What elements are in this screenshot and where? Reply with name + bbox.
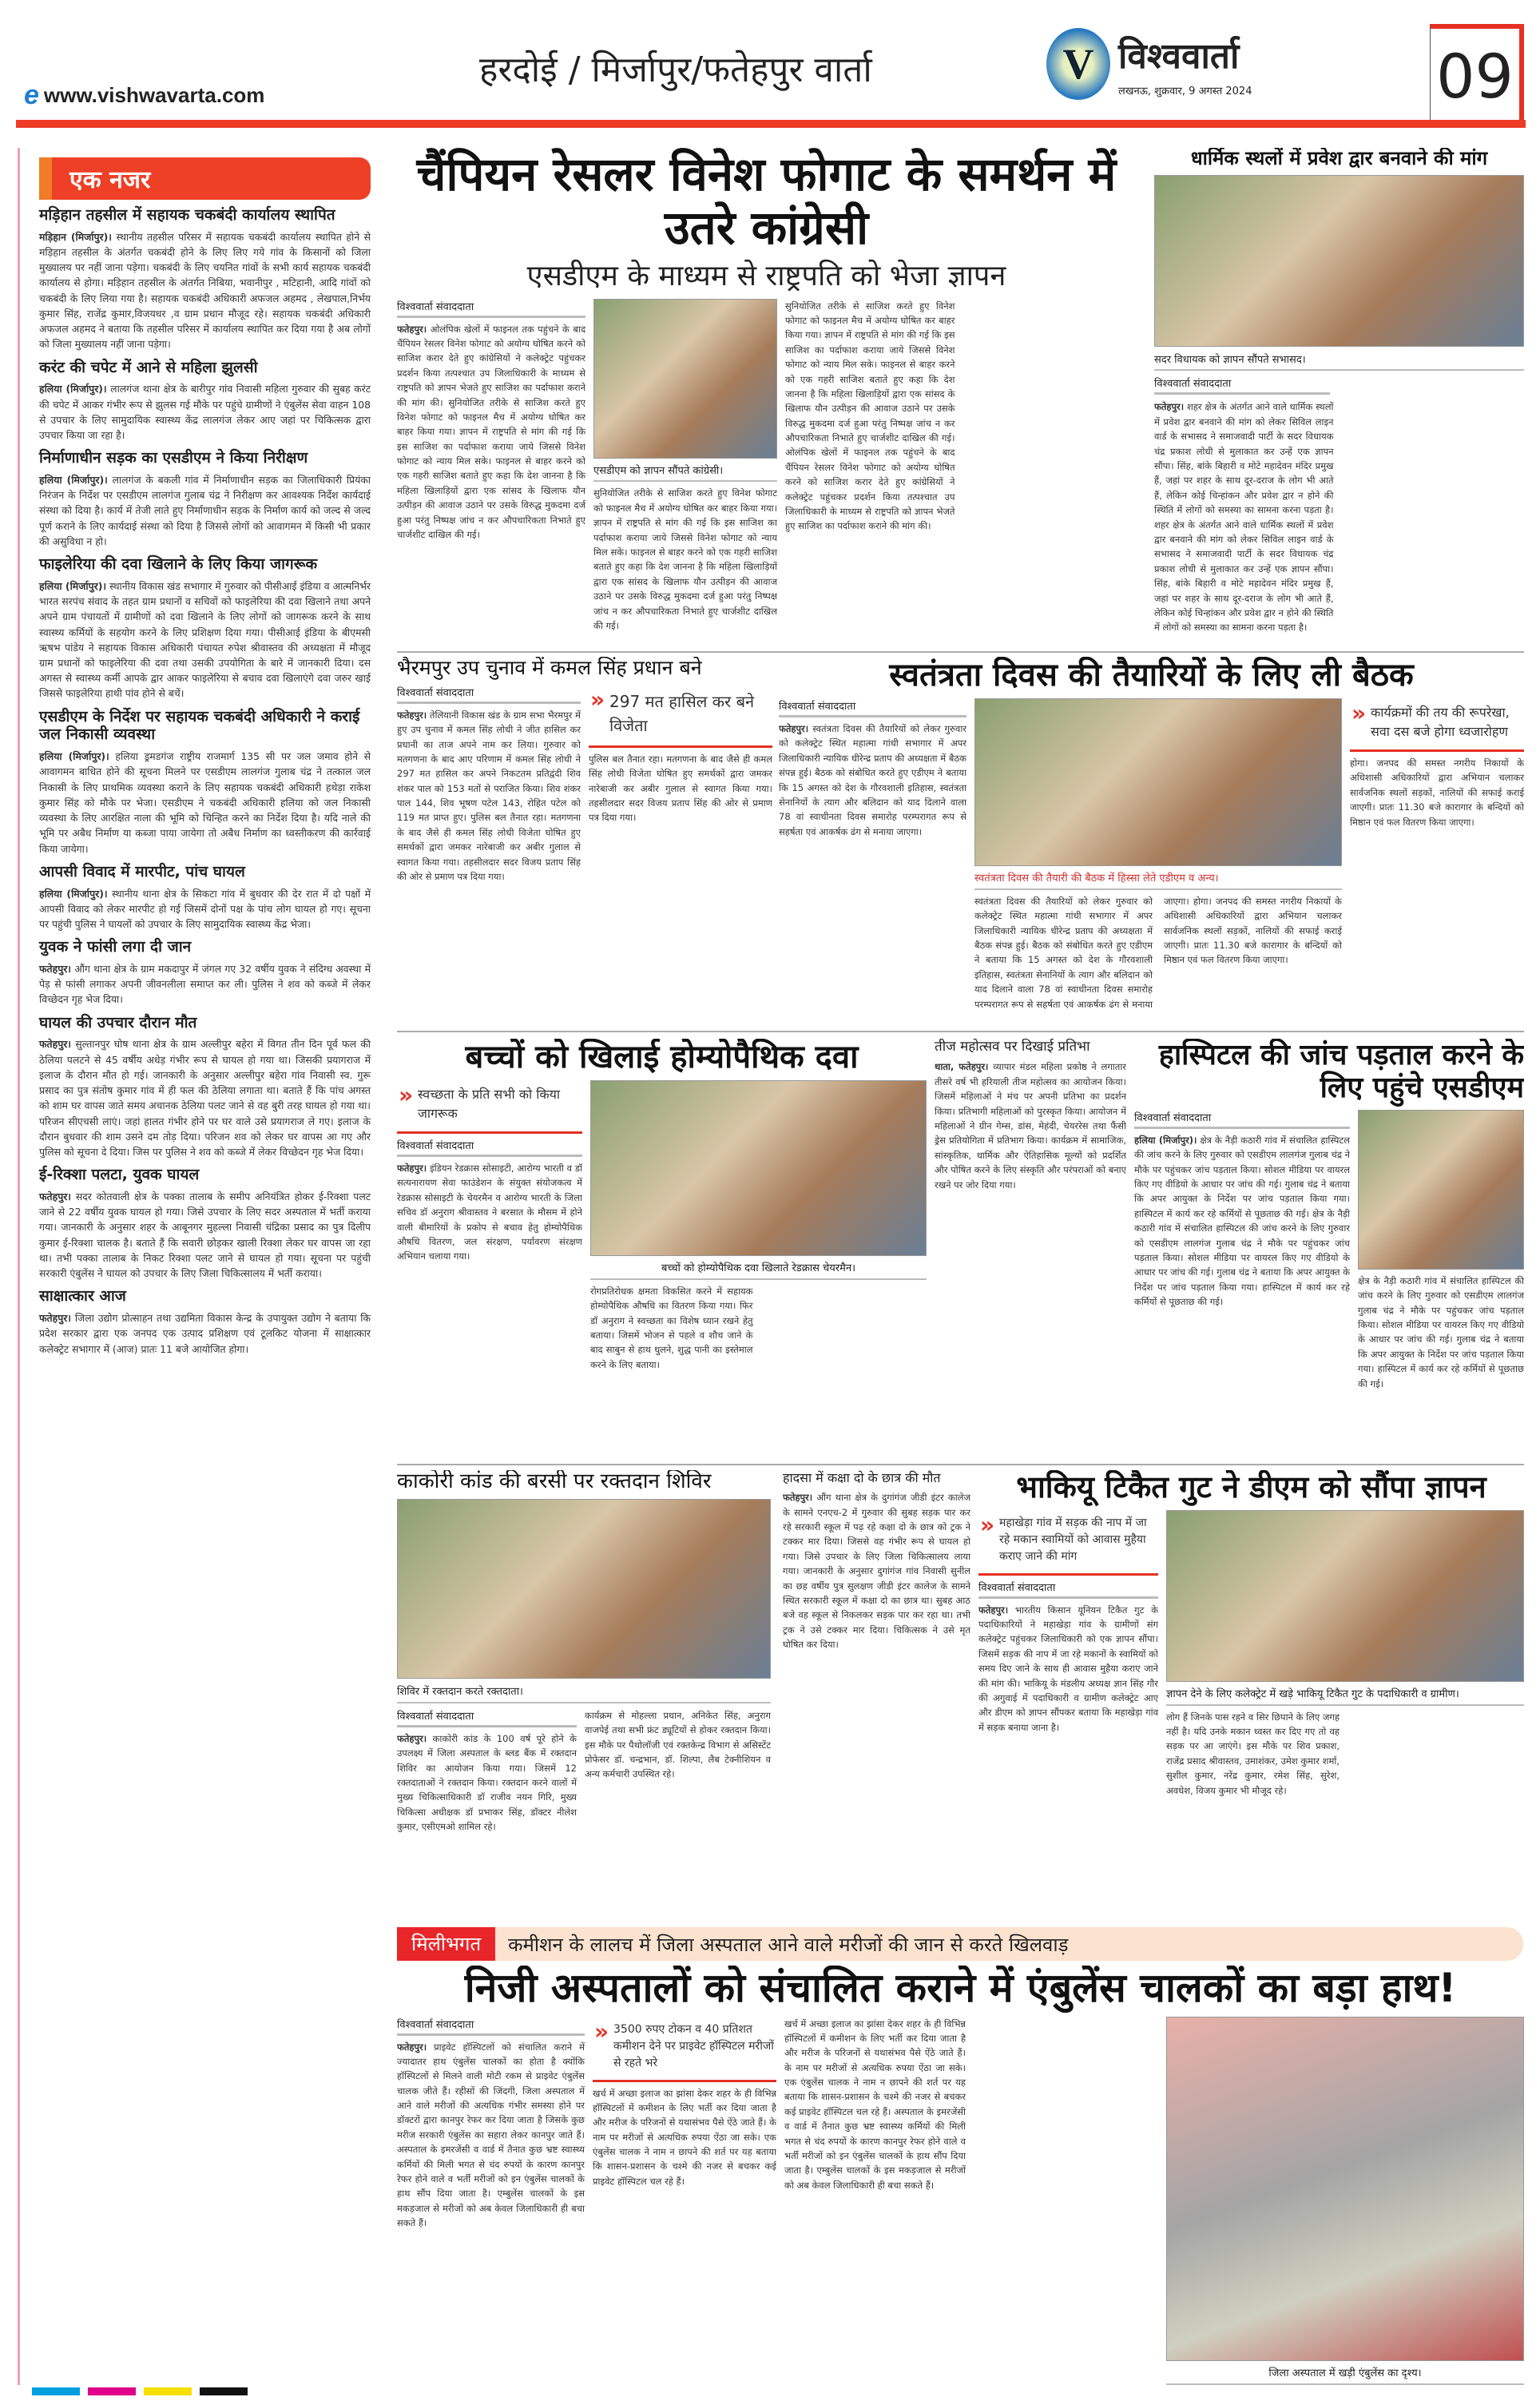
teej-story [935, 1039, 1126, 1458]
swatantrata-body [779, 721, 966, 1024]
brief-body [39, 749, 371, 857]
brief-headline: एसडीएम के निर्देश पर सहायक चकबंदी अधिकारी ने कराई जल निकासी व्यवस्था [39, 707, 360, 744]
bhakiyu-pullquote: » महाखेड़ा गांव में सड़क की नाप में जा रहे मकान स्वामियों को आवास मुहैया कराए जाने की मांग [978, 1510, 1158, 1576]
bhakiyu-body-2: लोग हैं जिनके पास रहने व सिर छिपाने के लिए जगह नहीं है। यदि उनके मकान ध्वस्त कर दिए गए तो वह सड़क पर आ जाएंगे। इस मौके पर शिव प्रकाश, राजेंद्र प्रसाद श्रीवास्तव, उमाशंकर, उमेश कुमार शर्मा, सुशील कुमार, नरेंद्र कुमार, रमेश सिंह, सुरेश, अवधेश, विजय कुमार भी मौजूद रहे। [1166, 1711, 1340, 1796]
dateline-place: हलिया (मिर्जापुर)। [39, 474, 108, 487]
kakori-story [397, 1470, 771, 1906]
body-text: प्राइवेट हॉस्पिटलों को संचालित कराने में ज्यादातर हाथ एंबुलेंस चालकों का होता है क्योंकि हॉस्पिटलों से मिलने वाली मोटी रकम से प्राइवेट एंबुलेंस चालक जीते हैं। रहीसों की जिंदगी, जिला अस्पताल में आने वाले मरीजों की अत्यधिक गंभीर समस्या होने पर डॉक्टरों द्वारा कानपुर रेफर कर दिया जाता है जिसके कुछ मरीज सरकारी एंबुलेंस का सहारा लेकर कानपुर जाते हैं। [397, 2041, 585, 2141]
dateline-place: फतेहपुर। [397, 1163, 427, 1174]
ambulance-body [397, 2040, 585, 2386]
registration-mark [88, 2387, 136, 2395]
lead-col1 [397, 299, 585, 647]
swatantrata-photo [974, 698, 1342, 866]
body-text: स्थानीय थाना क्षेत्र के सिकटा गांव में बुधवार की देर रात में दो पक्षों में आपसी विवाद को लेकर मारपीट हो गई जिसमें दोनों पक्ष के पांच लोग घायल हो गए। सूचना पर पहुंची पुलिस ने घायलों को उपचार के लिए सामुदायिक स्वास्थ्य केंद्र भेजा। [39, 887, 371, 931]
hadsa-headline: हादसा में कक्षा दो के छात्र की मौत [783, 1470, 941, 1485]
dharmik-headline: धार्मिक स्थलों में प्रवेश द्वार बनवाने की मांग [1190, 148, 1488, 169]
ambulance-pullquote: » 3500 रुपए टोकन व 40 प्रतिशत कमीशन देने पर प्राइवेट हॉस्पिटल मरीजों से रहते भरे [593, 2017, 776, 2082]
body-text: जिला उद्योग प्रोत्साहन तथा उद्यमिता विकास केन्द्र के उपायुक्त उद्योग ने बताया कि प्रदेश सरकार द्वारा एक जनपद एक उत्पाद प्रशिक्षण एवं टूलकिट योजना में साक्षात्कार कलेक्ट्रेट सभागार में (आज) प्रातः 11 बजे आयोजित होगा। [39, 1312, 371, 1355]
homeopathy-photo [590, 1080, 927, 1256]
dateline-place: फतेहपुर। [39, 1312, 71, 1325]
brief-body [39, 381, 371, 443]
bhakiyu-story [978, 1470, 1524, 1906]
browser-e-icon: e [24, 80, 39, 110]
dharmik-story [1154, 148, 1524, 647]
byline: विश्ववार्ता संवाददाता [397, 2017, 585, 2036]
dateline-place: फतेहपुर। [783, 1492, 813, 1504]
paper-name: विश्ववार्ता [1118, 36, 1240, 77]
bhairampur-story [397, 657, 772, 1024]
registration-mark [144, 2387, 192, 2395]
ambulance-caption: जिला अस्पताल में खड़ी एंबुलेंस का दृश्य। [1166, 2365, 1524, 2385]
body-text: अस्पताल के इमरजेंसी व वार्ड में तैनात कुछ भ्रष्ट स्वास्थ्य कर्मियों की मिली भगत से चंद रुपयों के कारण कानपुर रेफर होने वाले व भर्ती मरीजों को इन एंबुलेंस चालकों के हाथ सौंप दिया जाता है। एम्बुलेंस चालकों के इस मकड़जाल से मरीजों को अब केवल जिलाधिकारी ही बचा सकते हैं। [784, 2105, 966, 2191]
bhakiyu-col2 [1166, 1510, 1524, 1906]
section-title: हरदोई / मिर्जापुर/फतेहपुर वार्ता [479, 50, 872, 90]
homeopathy-col1 [397, 1080, 582, 1458]
hadsa-body [783, 1490, 970, 1906]
masthead-logo [1046, 28, 1252, 100]
kicker-text: कमीशन के लालच में जिला अस्पताल आने वाले मरीजों की जान से करते खिलवाड़ [508, 1933, 1069, 1956]
hospital-col1 [1134, 1110, 1350, 1458]
bhairampur-body-2: पुलिस बल तैनात रहा। मतगणना के बाद जैसे ही कमल सिंह लोधी विजेता घोषित हुए समर्थकों द्वारा जमकर नारेबाजी कर अबीर गुलाल से स्वागत किया गया। तहसीलदार सदर विजय प्रताप सिंह की ओर से प्रमाण पत्र दिया गया। [589, 753, 772, 824]
byline: विश्ववार्ता संवाददाता [397, 1708, 577, 1727]
ambulance-col3 [784, 2017, 1158, 2386]
body-text: सुनियोजित तरीके से साजिश करते हुए विनेश फोगाट को फाइनल मैच में अयोग्य घोषित कर बाहर किया गया। ज्ञापन में राष्ट्रपति से मांग की गई कि इस साजिश का पर्दाफाश कराया जाये जिससे विनेश फोगाट को न्याय मिल सके। फाइनल से बाहर करने को एक गहरी साजिश बताते हुए कहा कि देश जानना है कि महिला खिलाड़ियों द्वारा एक सांसद के खिलाफ यौन उत्पीड़न की आवाज उठाने पर उसके विरुद्ध मुकदमा दर्ज हुआ परंतु निष्पक्ष जांच न कर औपचारिकता निभाते हुए चार्जशीट दाखिल की गई। [785, 300, 955, 444]
kakori-col2 [585, 1708, 771, 1906]
registration-mark [32, 2387, 80, 2395]
kakori-headline: काकोरी कांड की बरसी पर रक्तदान शिविर [397, 1470, 712, 1493]
dateline-place: फतेहपुर। [397, 323, 427, 335]
brief-body [39, 578, 371, 702]
website-url[interactable] [24, 80, 264, 111]
brief-headline: साक्षात्कार आज [39, 1287, 126, 1306]
kicker-bar [397, 1927, 1523, 1961]
hadsa-story [783, 1470, 970, 1906]
body-text: अस्पताल के इमरजेंसी व वार्ड में तैनात कुछ भ्रष्ट स्वास्थ्य कर्मियों की मिली भगत से चंद रुपयों के कारण कानपुर रेफर होने वाले व भर्ती मरीजों को इन एंबुलेंस चालकों के हाथ सौंप दिया जाता है। एम्बुलेंस चालकों के इस मकड़जाल से मरीजों को अब केवल जिलाधिकारी ही बचा सकते हैं। [397, 2144, 585, 2229]
registration-mark [200, 2387, 248, 2395]
dateline-place: फतेहपुर। [1154, 401, 1185, 413]
body-text: लालगंज के बकली गांव में निर्माणाधीन सड़क का जिलाधिकारी प्रियंका निरंजन के निर्देश पर एसडीएम लालगंज गुलाब चंद्र ने निरीक्षण कर आवश्यक निर्देश कार्यदाई संस्था को दिया है। कार्य में तेजी लाते हुए निर्माणाधीन सड़क के निर्माण कार्य को जल्द से जल्द पूर्ण कराने के लिए कार्यदाई संस्था को दिया है जिससे लोगों को आवागमन में किसी भी प्रकार की असुविधा न हो। [39, 474, 371, 547]
brief-headline: घायल की उपचार दौरान मौत [39, 1013, 197, 1032]
brief-headline: आपसी विवाद में मारपीट, पांच घायल [39, 862, 245, 880]
dharmik-caption: सदर विधायक को ज्ञापन सौंपते सभासद। [1154, 352, 1524, 372]
ambulance-body-2: खर्च में अच्छा इलाज का झांसा देकर शहर के ही विभिन्न हॉस्पिटलों में कमीशन के लिए भर्ती कर दिया जाता है और मरीज के परिजनों से यथासंभव पैसे ऐंठे जाते हैं। के नाम पर मरीजों से अत्यधिक रुपया ऐंठा जा सके। एक एंबुलेंस चालक ने नाम न छापने की शर्त पर यह बताया कि शासन-प्रशासन के चश्मे की नजर से बचकर कई प्राइवेट हॉस्पिटल चल रहे हैं। [593, 2087, 776, 2187]
brief-headline: निर्माणाधीन सड़क का एसडीएम ने किया निरीक्षण [39, 449, 308, 467]
dateline-place: हलिया (मिर्जापुर)। [39, 887, 108, 900]
dateline-place: हलिया (मिर्जापुर)। [39, 579, 107, 592]
lead-body-2: सुनियोजित तरीके से साजिश करते हुए विनेश फोगाट को फाइनल मैच में अयोग्य घोषित कर बाहर किया गया। ज्ञापन में राष्ट्रपति से मांग की गई कि इस साजिश का पर्दाफाश कराया जाये जिससे विनेश फोगाट को न्याय मिल सके। फाइनल से बाहर करने को एक गहरी साजिश बताते हुए कहा कि देश जानना है कि महिला खिलाड़ियों द्वारा एक सांसद के खिलाफ यौन उत्पीड़न की आवाज उठाने पर उसके विरुद्ध मुकदमा दर्ज हुआ परंतु निष्पक्ष जांच न कर औपचारिकता निभाते हुए चार्जशीट दाखिल की गई। [593, 487, 777, 631]
ek-nazar-column [18, 148, 379, 2385]
body-text: स्वतंत्रता दिवस की तैयारियों को लेकर गुरुवार को कलेक्ट्रेट स्थित महात्मा गांधी सभागार में अपर जिलाधिकारी न्यायिक धीरेन्द्र प्रताप की अध्यक्षता में बैठक संपन्न हुई। बैठक को संबोधित करते हुए एडीएम ने बताया कि 15 अगस्त को देश के गौरवशाली इतिहास, स्वतंत्रता सेनानियों के त्याग और बलिदान को याद दिलाने वाला 78 वां स्वाधीनता दिवस समारोह परम्परागत रूप से सहर्षता एवं आकर्षक ढंग से मनाया जाएगा। [779, 723, 966, 837]
homeopathy-col2 [590, 1080, 927, 1458]
bhakiyu-caption: ज्ञापन देने के लिए कलेक्ट्रेट में खड़े भाकियू टिकैत गुट के पदाधिकारी व ग्रामीण। [1166, 1686, 1524, 1706]
ambulance-story [397, 1966, 1524, 2385]
ek-nazar-label: एक नजर [39, 157, 371, 200]
homeopathy-headline: बच्चों को खिलाई होम्योपैथिक दवा [465, 1039, 859, 1075]
divider [397, 1031, 1524, 1032]
byline: विश्ववार्ता संवाददाता [978, 1580, 1158, 1599]
brief-body [39, 1036, 371, 1159]
bhakiyu-photo [1166, 1510, 1524, 1682]
lead-col3 [785, 299, 1136, 647]
dateline-place: मड़िहान (मिर्जापुर)। [39, 230, 112, 243]
kakori-photo [397, 1499, 771, 1679]
dateline-place: हलिया (मिर्जापुर)। [1134, 1134, 1197, 1146]
divider [397, 651, 1524, 653]
hospital-photo [1358, 1110, 1524, 1270]
hospital-body [1134, 1133, 1350, 1458]
ambulance-col2 [593, 2017, 776, 2386]
brief-body [39, 1189, 371, 1281]
bhairampur-col2 [589, 685, 772, 1024]
swatantrata-columns [779, 698, 1524, 1024]
page-number: 09 [1430, 24, 1524, 125]
dharmik-photo [1154, 175, 1524, 347]
dateline-place: फतेहपुर। [397, 709, 427, 721]
dharmik-body [1154, 400, 1524, 647]
kakori-caption: शिविर में रक्तदान करते रक्तदाता। [397, 1683, 771, 1703]
bhakiyu-columns [978, 1510, 1524, 1906]
kakori-body-2: कार्यक्रम से मोहल्ला प्रधान, अनिकेत सिंह, अनुराग वाजपेई तथा सभी फ्रंट ड्यूटियों से होकर रक्तदान किया। इस मौके पर पैथोलॉजी एवं रक्तकेन्द्र विभाग से असिस्टेंट प्रोफेसर डॉ. चन्द्रभान, डॉ. शिल्पा, लैब टेक्नीशियन व अन्य कर्मचारी उपस्थित रहे। [585, 1709, 771, 1780]
body-text: सदर कोतवाली क्षेत्र के पक्का तालाब के समीप अनियंत्रित होकर ई-रिक्शा पलट जाने से 22 वर्षीय युवक घायल हो गया। जिसे उपचार के लिए सदर अस्पताल में भर्ती कराया गया। जानकारी के अनुसार शहर के आबूनगर मुहल्ला निवासी चंद्रिका प्रसाद का पुत्र दिलीप कुमार ई-रिक्शा चालक है। बताते हैं कि सवारी छोड़कर खाली रिक्शा लेकर घर वापस जा रहा था। तभी पक्का तालाब के निकट रिक्शा पलट जाने से घायल हो गया। सूचना पर पहुंची सरकारी एंबुलेंस ने घायल को उपचार के लिए जिला चिकित्सालय में भर्ती कराया। [39, 1191, 371, 1280]
body-text: तेलियानी विकास खंड के ग्राम सभा भैरमपुर में हुए उप चुनाव में कमल सिंह लोधी ने जीत हासिल कर प्रधानी का ताज अपने नाम कर लिया। गुरुवार को मतगणना के बाद आए परिणाम में कमल सिंह लोधी ने 297 मत हासिल कर अपने निकटतम प्रतिद्वंदी शिव शंकर पाल को 153 मतों से पराजित किया। शिव शंकर पाल 144, शिव भूषण पटेल 143, रोहित पटेल को 119 मत प्राप्त हुए। [397, 709, 581, 824]
ambulance-photo [1166, 2017, 1524, 2362]
swatantrata-story [779, 657, 1524, 1024]
byline: विश्ववार्ता संवाददाता [1134, 1110, 1350, 1129]
swatantrata-pullquote: » कार्यक्रमों की तय की रूपरेखा, सवा दस बजे होगा ध्वजारोहण [1350, 698, 1524, 752]
dateline-place: हलिया (मिर्जापुर)। [39, 750, 109, 763]
brief-headline: मड़िहान तहसील में सहायक चकबंदी कार्यालय स्थापित [39, 206, 335, 224]
body-text: हलिया ड्रमडगंज राष्ट्रीय राजमार्ग 135 सी पर जल जमाव होने से आवागमन बाधित होने की सूचना मिलने पर एसडीएम लालगंज गुलाब चंद्र ने तत्काल जल निकासी के लिए प्राथमिक व्यवस्था कराने के लिए सहायक चकबंदी अधिकारी हथेड़ा राकेश कुमार सिंह को मौके पर भेजा। एसडीएम ने चकबंदी अधिकारी हलिया को जल निकासी व्यवस्था के लिए आरक्षित नाला की भूमि को चिन्हित करने का निर्देश दिया है। यदि नाले की भूमि पर अबैध निर्माण या कब्जा पाया जायेगा तो अबैध निर्माण का ध्वस्तीकरण की कार्रवाई किया जायेगा। [39, 750, 371, 855]
body-text: सुल्तानपुर घोष थाना क्षेत्र के ग्राम अल्लीपुर बहेरा में विगत तीन दिन पूर्व फल की ठेलिया पलटने से 45 वर्षीय अधेड़ गंभीर रूप से घायल हो गया था। जिसकी प्रयागराज में इलाज के दौरान मौत हो गई। जानकारी के अनुसार अल्लीपुर बहेरा गांव निवासी स्व. गुरू प्रसाद का पुत्र संतोष कुमार गांव में ही फल की ठेलिया लगाता था। बताते हैं कि पांच अगस्त को शाम घर वापस जाते समय अचानक ठेलिया पलट जाने से वह बुरी तरह घायल हो गया था। परिजन सीएचसी लाएं। जहां हालत गंभीर होने पर घर वाले उसे प्रयागराज ले गए। इलाज के दौरान बुधवार की शाम उसने दम तोड़ दिया। परिजन शव को लेकर घर वापस आ गए और पुलिस को सूचना दे दिया। जिस पर पुलिस ने शव को कब्जे में लेकर विच्छेदन गृह भेज दिया। [39, 1038, 371, 1159]
lead-subheadline: एसडीएम के माध्यम से राष्ट्रपति को भेजा ज्ञापन [526, 260, 1006, 293]
swatantrata-body-2 [974, 894, 1342, 1024]
ambulance-col1 [397, 2017, 585, 2386]
byline: विश्ववार्ता संवाददाता [779, 698, 966, 718]
brief-body [39, 886, 371, 932]
bhakiyu-col1 [978, 1510, 1158, 1906]
swatantrata-col1 [779, 698, 966, 1024]
body-text: स्वतंत्रता दिवस की तैयारियों को लेकर गुरुवार को कलेक्ट्रेट स्थित महात्मा गांधी सभागार में अपर जिलाधिकारी न्यायिक धीरेन्द्र प्रताप की अध्यक्षता में बैठक संपन्न हुई। बैठक को संबोधित करते हुए एडीएम ने बताया कि 15 अगस्त को देश के गौरवशाली इतिहास, स्वतंत्रता सेनानियों के त्याग और बलिदान को याद दिलाने वाला 78 वां स्वाधीनता दिवस समारोह परम्परागत रूप से सहर्षता एवं आकर्षक ढंग से मनाया जाएगा। [974, 895, 1189, 1010]
teej-headline: तीज महोत्सव पर दिखाई प्रतिभा [935, 1039, 1090, 1055]
swatantrata-caption: स्वतंत्रता दिवस की तैयारी की बैठक में हिस्सा लेते एडीएम व अन्य। [974, 870, 1342, 890]
dateline: लखनऊ, शुक्रवार, 9 अगस्त 2024 [1118, 85, 1252, 97]
dateline-place: थाता, फतेहपुर। [935, 1061, 989, 1073]
body-text: क्षेत्र के नैड़ी कठारी गांव में संचालित हास्पिटल की जांच करने के लिए गुरुवार को एसडीएम लालगंज गुलाब चंद्र ने मौके पर पहुंचकर जांच पड़ताल किया। सोशल मीडिया पर वायरल किए गए वीडियो के आधार पर जांच की गई। गुलाब चंद्र ने बताया कि अपर आयुक्त के निर्देश पर जांच पड़ताल किया गया। हास्पिटल में कार्य कर रहे कर्मियों से पूछताछ की गई। [1134, 1207, 1350, 1308]
dateline-place: फतेहपुर। [397, 2041, 427, 2053]
byline: विश्ववार्ता संवाददाता [397, 299, 585, 318]
brief-headline: ई-रिक्शा पलटा, युवक घायल [39, 1166, 200, 1184]
body-text: होगा। जनपद की समस्त नगरीय निकायों के अधिशासी अधिकारियों द्वारा अभियान चलाकर सार्वजनिक स्थलों सड़कों, नालियों की सफाई कराई जाएगी। प्रातः 11.30 बजे कारागार के बन्दियों को मिष्ठान एवं फल वितरण किया जाएगा। [1164, 895, 1342, 966]
swatantrata-body-3: होगा। जनपद की समस्त नगरीय निकायों के अधिशासी अधिकारियों द्वारा अभियान चलाकर सार्वजनिक स्थलों सड़कों, नालियों की सफाई कराई जाएगी। प्रातः 11.30 बजे कारागार के बन्दियों को मिष्ठान एवं फल वितरण किया जाएगा। [1350, 757, 1524, 828]
body-text: काकोरी कांड के 100 वर्ष पूरे होने के उपलक्ष्य में जिला अस्पताल के ब्लड बैंक में रक्तदान शिविर का आयोजन किया गया। जिसमें 12 रक्तदाताओं ने रक्तदान किया। रक्तदान करने वालों में मुख्य चिकित्साधिकारी डॉ राजीव नयन गिरि, मुख्य चिकित्सा अधीक्षक डॉ प्रभाकर सिंह, डॉक्टर नीलेश कुमार, एसीएमओ शामिल रहे। [397, 1732, 577, 1833]
body-text: शहर क्षेत्र के अंतर्गत आने वाले धार्मिक स्थलों में प्रवेश द्वार बनवाने की मांग को लेकर सिविल लाइन वार्ड के सभासद ने समाजवादी पार्टी के सदर विधायक चंद्र प्रकाश लोधी से मुलाकात कर उन्हें एक ज्ञापन सौंपा। सिंह, बांके बिहारी व मोटे महादेवन मंदिर प्रमुख हैं, जहां पर शहर के साथ दूर-दराज के लोग भी आते हैं, लेकिन कोई चिन्हांकन और प्रवेश द्वार न होने की स्थिति में लोगों को समस्या का सामना करना पड़ता है। [1154, 519, 1334, 634]
ambulance-columns [397, 2017, 1524, 2386]
homeopathy-body [397, 1161, 582, 1458]
brief-headline: करंट की चपेट में आने से महिला झुलसी [39, 358, 258, 376]
body-text: पुलिस बल तैनात रहा। मतगणना के बाद जैसे ही कमल सिंह लोधी विजेता घोषित हुए समर्थकों द्वारा जमकर नारेबाजी कर अबीर गुलाल से स्वागत किया गया। तहसीलदार सदर विजय प्रताप सिंह की ओर से प्रमाण पत्र दिया गया। [397, 812, 581, 883]
hospital-body-2: क्षेत्र के नैड़ी कठारी गांव में संचालित हास्पिटल की जांच करने के लिए गुरुवार को एसडीएम लालगंज गुलाब चंद्र ने मौके पर पहुंचकर जांच पड़ताल किया। सोशल मीडिया पर वायरल किए गए वीडियो के आधार पर जांच की गई। गुलाब चंद्र ने बताया कि अपर आयुक्त के निर्देश पर जांच पड़ताल किया गया। हास्पिटल में कार्य कर रहे कर्मियों से पूछताछ की गई। [1358, 1274, 1524, 1389]
body-text: स्थानीय विकास खंड सभागार में गुरुवार को पीसीआई इंडिया व आत्मनिर्भर भारत सरपंच संवाद के तहत ग्राम प्रधानों व सचिवों को फाइलेरिया की दवा खिलाने तथा अपने अपने ग्राम पंचायतों में ग्रामीणों को दवा खिलाने के लिए लोगों को जागरूक करने के साथ स्वास्थ्य कर्मियों के सहयोग करने के लिए प्रशिक्षण दिया गया। पीसीआई इंडिया के बीएमसी ऋषभ पांडेय ने सहायक विकास अधिकारी पंचायत रुपेश श्रीवास्तव की अध्यक्षता में मौजूद ग्राम प्रधानों को फाइलेरिया की दवा तथा उसकी उपयोगिता के बारे में जानकारी दिया। दस अगस्त से स्वास्थ्य कर्मी आपके द्वार आकर फाइलेरिया से बचाव दवा खिलाएंगे दवा जरुर खाई जिससे फाइलेरिया हाथी पांव होने से बचें। [39, 579, 371, 700]
kakori-col1 [397, 1708, 577, 1906]
bhairampur-headline: भैरमपुर उप चुनाव में कमल सिंह प्रधान बने [397, 657, 702, 679]
lead-caption: एसडीएम को ज्ञापन सौंपते कांग्रेसी। [593, 463, 777, 483]
body-text: खर्च में अच्छा इलाज का झांसा देकर शहर के ही विभिन्न हॉस्पिटलों में कमीशन के लिए भर्ती कर दिया जाता है और मरीज के परिजनों से यथासंभव पैसे ऐंठे जाते हैं। के नाम पर मरीजों से अत्यधिक रुपया ऐंठा जा सके। एक एंबुलेंस चालक ने नाम न छापने की शर्त पर यह बताया कि शासन-प्रशासन के चश्मे की नजर से बचकर कई प्राइवेट हॉस्पिटल चल रहे हैं। [784, 2017, 966, 2117]
kicker-tag: मिलीभगत [397, 1927, 495, 1961]
lead-headline: चैंपियन रेसलर विनेश फोगाट के समर्थन में उतरे कांग्रेसी [416, 148, 1117, 255]
divider [397, 1464, 1524, 1465]
homeopathy-columns [397, 1080, 927, 1458]
lead-body-3 [785, 299, 1136, 647]
body-text: सुनियोजित तरीके से साजिश करते हुए विनेश फोगाट को फाइनल मैच में अयोग्य घोषित कर बाहर किया गया। ज्ञापन में राष्ट्रपति से मांग की गई कि इस साजिश का पर्दाफाश कराया जाये जिससे विनेश फोगाट को न्याय मिल सके। फाइनल से बाहर करने को एक गहरी साजिश बताते हुए कहा कि देश जानना है कि महिला खिलाड़ियों द्वारा एक सांसद के खिलाफ यौन उत्पीड़न की आवाज उठाने पर उसके विरुद्ध मुकदमा दर्ज हुआ परंतु निष्पक्ष जांच न कर औपचारिकता निभाते हुए चार्जशीट दाखिल की गई। [397, 396, 585, 541]
lead-body [397, 322, 585, 647]
body-text: ओलंपिक खेलों में फाइनल तक पहुंचने के बाद चैंपियन रेसलर विनेश फोगाट को अयोग्य घोषित करने को साजिश करार देते हुए कांग्रेसियों ने कलेक्ट्रेट पहुंचकर प्रदर्शन किया तत्पश्चात उप जिलाधिकारी के माध्यम से राष्ट्रपति को ज्ञापन भेजते हुए साजिश का पर्दाफाश कराने की मांग की। [785, 447, 955, 532]
kakori-columns [397, 1708, 771, 1906]
dateline-place: फतेहपुर। [39, 1038, 71, 1051]
homeopathy-body-2: रोगप्रतिरोधक क्षमता विकसित करने में सहायक होम्योपैथिक औषधि का वितरण किया गया। फिर डॉ अनुराग ने स्वच्छता का विशेष ध्यान रखने हेतु बताया। जिसमें भोजन से पहले व शौच जाने के बाद साबुन से हाथ धुलने, शुद्ध पानी का इस्तेमाल करने के लिए बताया। [590, 1285, 753, 1370]
byline: विश्ववार्ता संवाददाता [397, 685, 581, 704]
dateline-place: हलिया (मिर्जापुर)। [39, 383, 107, 396]
hospital-story [1134, 1039, 1524, 1458]
ambulance-col4 [1166, 2017, 1524, 2386]
body-text: इंडियन रेडक्रास सोसाइटी, आरोग्य भारती व डॉ सत्यनारायण सेवा फाउंडेशन के संयुक्त संयोजकत्व में रेडक्रास सोसाइटी के चेयरमैन व आरोग्य भारती के जिला सचिव डॉ अनुराग श्रीवास्तव ने बरसात के मौसम में होने वाली बीमारियों के प्रकोप से बचाव हेतु होम्योपैथिक औषधि वितरण, जल संरक्षण, पर्यावरण संरक्षण अभियान चलाया गया। [397, 1163, 582, 1262]
lead-photo [593, 299, 777, 459]
lead-story [397, 148, 1136, 647]
byline: विश्ववार्ता संवाददाता [397, 1138, 582, 1157]
brief-headline: युवक ने फांसी लगा दी जान [39, 938, 192, 956]
dateline-place: फतेहपुर। [779, 723, 809, 734]
dateline-place: फतेहपुर। [397, 1732, 427, 1744]
bhairampur-col1 [397, 685, 581, 1024]
header-divider [16, 120, 1526, 128]
lead-columns [397, 299, 1136, 647]
teej-body [935, 1059, 1126, 1458]
bhakiyu-body [978, 1603, 1158, 1906]
bhairampur-columns [397, 685, 772, 1024]
hospital-columns [1134, 1110, 1524, 1458]
url-text: www.vishwavarta.com [43, 83, 265, 107]
brief-headline: फाइलेरिया की दवा खिलाने के लिए किया जागरूक [39, 555, 318, 574]
lead-col2 [593, 299, 777, 647]
dateline-place: फतेहपुर। [39, 1191, 71, 1203]
kakori-body [397, 1731, 577, 1906]
ambulance-body-3 [784, 2017, 1158, 2386]
swatantrata-headline: स्वतंत्रता दिवस की तैयारियों के लिए ली बैठक [889, 657, 1414, 694]
body-text: क्षेत्र के नैड़ी कठारी गांव में संचालित हास्पिटल की जांच करने के लिए गुरुवार को एसडीएम लालगंज गुलाब चंद्र ने मौके पर पहुंचकर जांच पड़ताल किया। सोशल मीडिया पर वायरल किए गए वीडियो के आधार पर जांच की गई। गुलाब चंद्र ने बताया कि अपर आयुक्त के निर्देश पर जांच पड़ताल किया गया। हास्पिटल में कार्य कर रहे कर्मियों से पूछताछ की गई। [1134, 1134, 1350, 1219]
hospital-headline: हास्पिटल की जांच पड़ताल करने के लिए पहुंचे एसडीएम [1158, 1039, 1524, 1105]
body-text: व्यापार मंडल महिला प्रकोष्ठ ने लगातार तीसरे वर्ष भी हरियाली तीज महोत्सव का आयोजन किया। जिसमें महिलाओं ने मंच पर अपनी प्रतिभा का प्रदर्शन किया। प्रतिभागी महिलाओं को पुरस्कृत किया। आयोजन में महिलाओं ने ग्रीन गेम्स, डांस, मेहंदी, चेयररेस तथा फैंसी ड्रेस प्रतियोगिता में प्रतिभाग किया। कार्यक्रम में सामाजिक, सांस्कृतिक, धार्मिक और ऐतिहासिक मूल्यों को प्रदर्शित और पोषित करने के लिए संस्कृति और परंपराओं को बनाए रखने पर जोर दिया गया। [935, 1061, 1126, 1191]
bhakiyu-headline: भाकियू टिकैत गुट ने डीएम को सौंपा ज्ञापन [1016, 1470, 1486, 1505]
brief-body [39, 1310, 371, 1357]
brief-body [39, 229, 371, 352]
byline: विश्ववार्ता संवाददाता [1154, 376, 1330, 395]
body-text: ओलंपिक खेलों में फाइनल तक पहुंचने के बाद चैंपियन रेसलर विनेश फोगाट को अयोग्य घोषित करने को साजिश करार देते हुए कांग्रेसियों ने कलेक्ट्रेट पहुंचकर प्रदर्शन किया तत्पश्चात उप जिलाधिकारी के माध्यम से राष्ट्रपति को ज्ञापन भेजते हुए साजिश का पर्दाफाश कराने की मांग की। [397, 323, 585, 408]
body-text: औंग थाना क्षेत्र के ग्राम मकदापुर में जंगल गए 32 वर्षीय युवक ने संदिग्ध अवस्था में पेड़ से फांसी लगाकर अपनी जीवनलीला समाप्त कर ली। पुलिस ने शव को कब्जे में लेकर विच्छेदन गृह भेज दिया। [39, 963, 371, 1006]
swatantrata-col3 [1350, 698, 1524, 1024]
bhairampur-pullquote: » 297 मत हासिल कर बने विजेता [589, 685, 772, 748]
body-text: शहर क्षेत्र के अंतर्गत आने वाले धार्मिक स्थलों में प्रवेश द्वार बनवाने की मांग को लेकर सिविल लाइन वार्ड के सभासद ने समाजवादी पार्टी के सदर विधायक चंद्र प्रकाश लोधी से मुलाकात कर उन्हें एक ज्ञापन सौंपा। सिंह, बांके बिहारी व मोटे महादेवन मंदिर प्रमुख हैं, जहां पर शहर के साथ दूर-दराज के लोग भी आते हैं, लेकिन कोई चिन्हांकन और प्रवेश द्वार न होने की स्थिति में लोगों को समस्या का सामना करना पड़ता है। [1154, 401, 1334, 516]
dateline-place: फतेहपुर। [39, 963, 71, 976]
globe-v-logo-icon: V [1046, 28, 1110, 100]
dateline-place: फतेहपुर। [978, 1604, 1009, 1616]
bhairampur-body [397, 708, 581, 1024]
homeopathy-caption: बच्चों को होम्योपैथिक दवा खिलाते रेडक्रास चेयरमैन। [590, 1260, 927, 1280]
body-text: औंग थाना क्षेत्र के दुगांगंज जीडी इंटर कालेज के सामने एनएच-2 में गुरुवार की सुबह सड़क पार कर रहे सरकारी स्कूल में पढ़ रहे कक्षा दो के छात्र को ट्रक ने टक्कर मार दिया। जिससे वह गंभीर रूप से घायल हो गया। जिसे उपचार के लिए जिला चिकित्सालय लाया गया। जानकारी के अनुसार दुगांगंज गांव निवासी सुनील का छह वर्षीय पुत्र सुलक्षण जीडी इंटर कालेज के सामने स्थित सरकारी स्कूल में कक्षा दो का छात्र था। सुबह आठ बजे वह स्कूल से निकलकर सड़क पार कर रहा था। तभी ट्रक ने उसे टक्कर मार दिया। चिकित्सक ने उसे मृत घोषित कर दिया। [783, 1492, 970, 1651]
hospital-col2 [1358, 1110, 1524, 1458]
swatantrata-col2 [974, 698, 1342, 1024]
body-text: लालगंज थाना क्षेत्र के बारीपुर गांव निवासी महिला गुरुवार की सुबह करंट की चपेट में आकर गंभीर रूप से झुलस गई मौके पर पहुंचे ग्रामीणों ने एंबुलेंस सेवा वाहन 108 से उपचार के लिए सामुदायिक स्वास्थ्य केंद्र लालगंज लेकर आए जहां पर चिकित्सक द्वारा उपचार किया जा रहा है। [39, 383, 371, 441]
body-text: स्थानीय तहसील परिसर में सहायक चकबंदी कार्यालय स्थापित होने से मड़िहान तहसील के अंतर्गत चकबंदी होने के लिए लिए गये गांव के किसानों को जिला मुख्यालय पर नहीं जाना पड़ेगा। चकबंदी के लिए चयनित गांवों के सभी कार्य सहायक चकबंदी कार्यालय से होगा। मड़िहान तहसील के अंतर्गत निबिया, भवानीपुर , मटिहानी, आदि गांवों को चकबंदी के लिए लिया गया है। सहायक चकबंदी अधिकारी अफजल अहमद , लेखपाल,निर्भय कुमार सिंह, राजेंद्र कुमार,विजयधर ,व ग्राम प्रधान मौजूद रहे। सहायक चकबंदी अधिकारी अफजल अहमद ने बताया कि तहसील परिसर में कार्यालय स्थापित कर दिया गया है अब लोगों को जिला मुख्यालय नहीं जाना पड़ेगा। [39, 230, 371, 351]
homeopathy-story [397, 1039, 927, 1458]
homeopathy-pullquote: » स्वच्छता के प्रति सभी को किया जागरूक [397, 1080, 582, 1134]
ambulance-headline: निजी अस्पतालों को संचालित कराने में एंबुलेंस चालकों का बड़ा हाथ! [464, 1966, 1457, 2011]
brief-body [39, 472, 371, 549]
brief-body [39, 961, 371, 1008]
body-text: भारतीय किसान यूनियन टिकैत गुट के पदाधिकारियों ने महाखेड़ा गांव के ग्रामीणों संग कलेक्ट्रेट पहुंचकर जिलाधिकारी को एक ज्ञापन सौंपा। जिसमें सड़क की नाप में जा रहे मकानों के स्वामियों को समय दिए जाने के साथ ही आवास मुहैया कराए जाने की मांग की। भाकियू के मंडलीय अध्यक्ष ज्ञान सिंह गौर की अगुवाई में पदाधिकारी व ग्रामीण कलेक्ट्रेट आए और डीएम को ज्ञापन सौंपकर बताया कि महाखेड़ा गांव में सड़क बनाया जाना है। [978, 1604, 1158, 1733]
